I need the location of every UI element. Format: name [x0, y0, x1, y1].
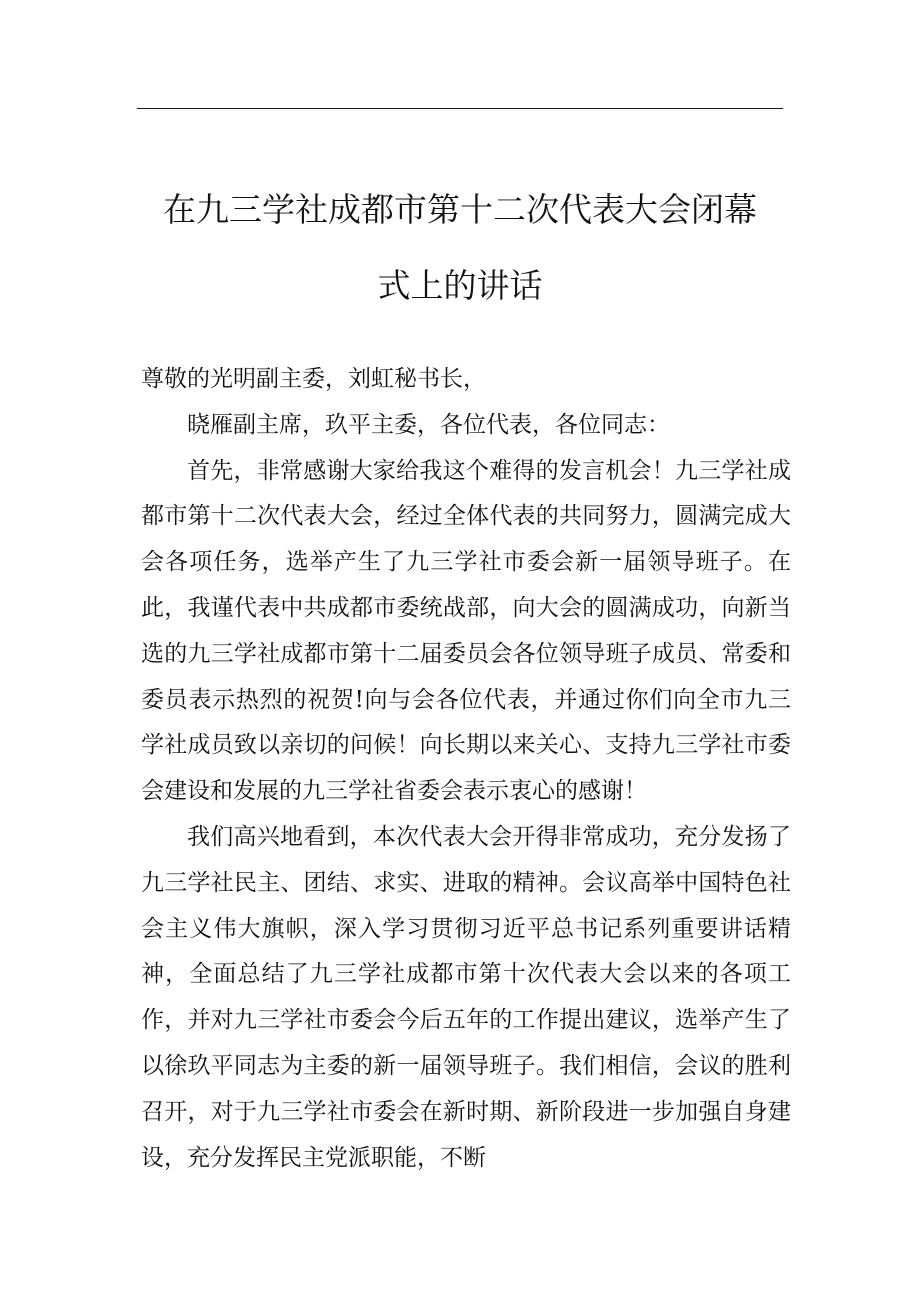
paragraph-1: 首先，非常感谢大家给我这个难得的发言机会！九三学社成都市第十二次代表大会，经过全体代表的共同努力，圆满完成大会各项任务，选举产生了九三学社市委会新一届领导班子。在此，我谨代表中共成都市委统战部，向大会的圆满成功，向新当选的九三学社成都市第十二届委员会各位领导班子成员、常委和委员表示热烈的祝贺!向与会各位代表，并通过你们向全市九三学社成员致以亲切的问候！向长期以来关心、支持九三学社市委会建设和发展的九三学社省委会表示衷心的感谢！	[141, 457, 791, 805]
paragraph-2: 我们高兴地看到，本次代表大会开得非常成功，充分发扬了九三学社民主、团结、求实、进取的精神。会议高举中国特色社会主义伟大旗帜，深入学习贯彻习近平总书记系列重要讲话精神，全面总结了九三学社成都市第十次代表大会以来的各项工作，并对九三学社市委会今后五年的工作提出建议，选举产生了以徐玖平同志为主委的新一届领导班子。我们相信，会议的胜利召开，对于九三学社市委会在新时期、新阶段进一步加强自身建设，充分发挥民主党派职能，不断	[141, 823, 791, 1171]
header-rule	[137, 108, 783, 109]
salutation-line-1: 尊敬的光明副主委，刘虹秘书长，	[141, 366, 486, 392]
title-line-2: 式上的讲话	[377, 266, 543, 305]
title-line-1: 在九三学社成都市第十二次代表大会闭幕	[163, 190, 757, 229]
salutation-line-2: 晓雁副主席，玖平主委，各位代表，各位同志：	[187, 411, 670, 438]
document-body	[141, 357, 791, 1181]
document-title	[137, 172, 783, 324]
